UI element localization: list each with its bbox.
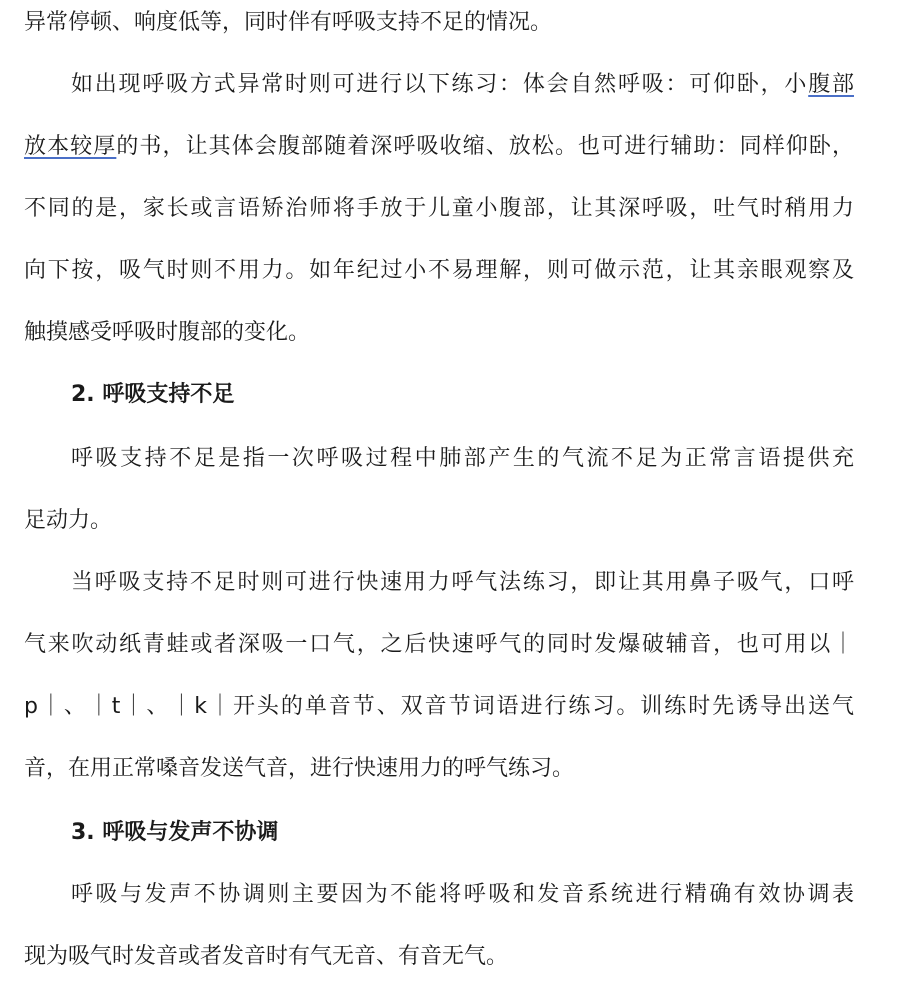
text-line [24, 506, 854, 536]
text-segment: 呼吸支持不足是指一次呼吸过程中肺部产生的气流不足为正常言语提供充 [71, 446, 854, 471]
text-line [24, 692, 854, 722]
underlined-text: 腹部 [808, 72, 854, 97]
text-segment: 足动力。 [24, 508, 113, 533]
text-segment: 气来吹动纸青蛙或者深吸一口气，之后快速呼气的同时发爆破辅音，也可用以｜ [24, 632, 854, 657]
text-segment: 的书，让其体会腹部随着深呼吸收缩、放松。也可进行辅助：同样仰卧， [116, 134, 854, 159]
text-line [24, 194, 854, 224]
text-line [24, 318, 854, 348]
text-segment: p｜、｜t｜、｜k｜开头的单音节、双音节词语进行练习。训练时先诱导出送气 [24, 694, 854, 719]
text-line [71, 880, 854, 910]
text-segment: 当呼吸支持不足时则可进行快速用力呼气法练习，即让其用鼻子吸气，口呼 [71, 570, 854, 595]
text-line [24, 942, 854, 972]
text-line [24, 132, 854, 162]
section-heading: 2. 呼吸支持不足 [71, 382, 235, 407]
text-segment: 如出现呼吸方式异常时则可进行以下练习：体会自然呼吸：可仰卧，小 [71, 72, 809, 97]
text-segment: 不同的是，家长或言语矫治师将手放于儿童小腹部，让其深呼吸，吐气时稍用力 [24, 196, 854, 221]
text-line [71, 70, 854, 100]
section-heading: 3. 呼吸与发声不协调 [71, 820, 279, 845]
text-segment: 异常停顿、响度低等，同时伴有呼吸支持不足的情况。 [24, 10, 553, 35]
text-segment: 触摸感受呼吸时腹部的变化。 [24, 320, 311, 345]
text-line [24, 256, 854, 286]
text-segment: 音，在用正常嗓音发送气音，进行快速用力的呼气练习。 [24, 756, 575, 781]
text-line [71, 444, 854, 474]
text-segment: 呼吸与发声不协调则主要因为不能将呼吸和发音系统进行精确有效协调表 [71, 882, 854, 907]
text-segment: 现为吸气时发音或者发音时有气无音、有音无气。 [24, 944, 509, 969]
text-segment: 向下按，吸气时则不用力。如年纪过小不易理解，则可做示范，让其亲眼观察及 [24, 258, 854, 283]
underlined-text: 放本较厚 [24, 134, 117, 159]
text-line [24, 8, 854, 38]
text-line [71, 568, 854, 598]
text-line [24, 754, 854, 784]
text-line [24, 630, 854, 660]
